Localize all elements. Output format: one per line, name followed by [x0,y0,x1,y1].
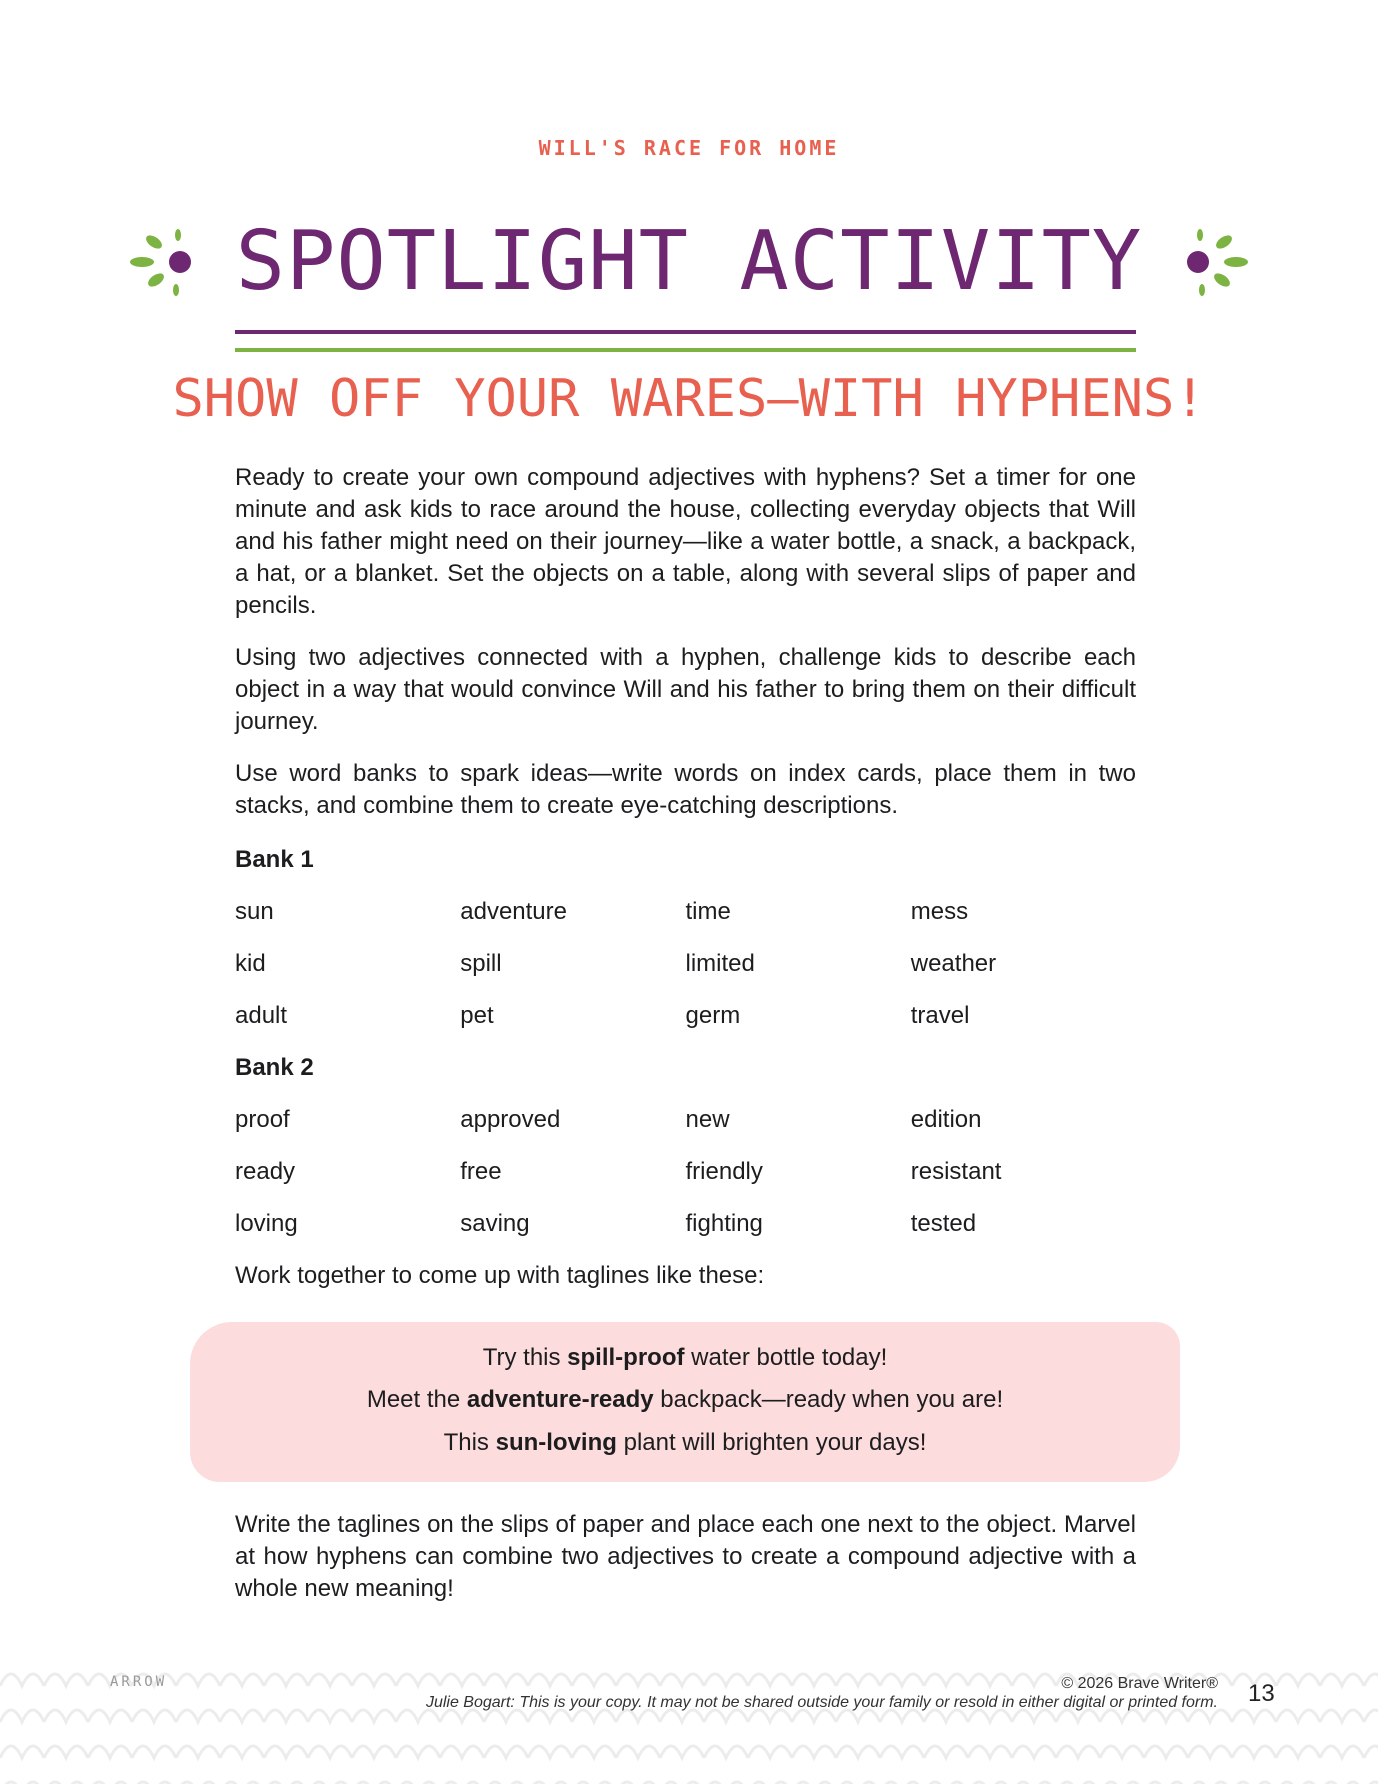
word: adult [235,1002,288,1029]
copyright: © 2026 Brave Writer® [1061,1675,1218,1692]
intro-paragraph: Ready to create your own compound adjectives with hyphens? Set a timer for one minute and ask kids to race around the house, collecting everyday objects that Will and his father might need on their journey—like a water bottle, a snack, a backpack, a hat, or a blanket. Set the objects on a table, along with several slips of paper and pencils. [235,464,1136,619]
together-paragraph: Work together to come up with taglines like these: [235,1262,765,1289]
word: tested [910,1210,977,1237]
title-rule-green [235,348,1136,352]
page-title: SPOTLIGHT ACTIVITY [235,214,1143,309]
word: weather [910,950,997,977]
bank-1-row [235,948,1136,1000]
word: time [685,898,731,925]
page-number: 13 [1248,1680,1275,1707]
activity-subtitle: SHOW OFF YOUR WARES—WITH HYPHENS! [172,369,1206,429]
word: proof [235,1106,290,1133]
word: resistant [910,1158,1002,1185]
series-kicker: WILL'S RACE FOR HOME [538,136,840,160]
tagline: This sun-loving plant will brighten your days! [443,1429,927,1456]
word: adventure [460,898,567,925]
body-content [235,462,1136,1312]
word: kid [235,950,266,977]
bank-1-label: Bank 1 [235,846,314,873]
word: free [460,1158,502,1185]
copy-notice: Julie Bogart: This is your copy. It may not be shared outside your family or resold in either digital or printed form. [425,1694,1218,1711]
bank-2-label: Bank 2 [235,1054,314,1081]
word: fighting [685,1210,763,1237]
closing-paragraph: Write the taglines on the slips of paper and place each one next to the object. Marvel at how hyphens can combine two adjectives to create a compound adjective with a whole new meaning! [235,1511,1136,1602]
title-row [0,212,1378,312]
word: limited [685,950,755,977]
bank-2-row [235,1104,1136,1156]
sparkle-right-icon [1176,222,1256,302]
word: spill [460,950,502,977]
word: travel [910,1002,970,1029]
tagline: Meet the adventure-ready backpack—ready when you are! [366,1386,1004,1413]
word: new [685,1106,730,1133]
third-paragraph: Use word banks to spark ideas—write words on index cards, place them in two stacks, and combine them to create eye-catching descriptions. [235,760,1136,819]
word: germ [685,1002,741,1029]
word: friendly [685,1158,763,1185]
bank-2-row [235,1208,1136,1260]
sparkle-left-icon [122,222,202,302]
title-rule-purple [235,330,1136,334]
word: loving [235,1210,298,1237]
bank-2-row [235,1156,1136,1208]
word: sun [235,898,274,925]
word: saving [460,1210,530,1237]
second-paragraph: Using two adjectives connected with a hyphen, challenge kids to describe each object in a way that would convince Will and his father to bring them on their difficult journey. [235,644,1136,735]
word: pet [460,1002,494,1029]
tagline: Try this spill-proof water bottle today! [482,1344,888,1371]
word: ready [235,1158,296,1185]
word: edition [910,1106,982,1133]
closing-block [235,1509,1136,1625]
bank-1-row [235,896,1136,948]
bank-1-row [235,1000,1136,1052]
word: mess [910,898,969,925]
footer-logo: ARROW [110,1674,168,1690]
word: approved [460,1106,561,1133]
